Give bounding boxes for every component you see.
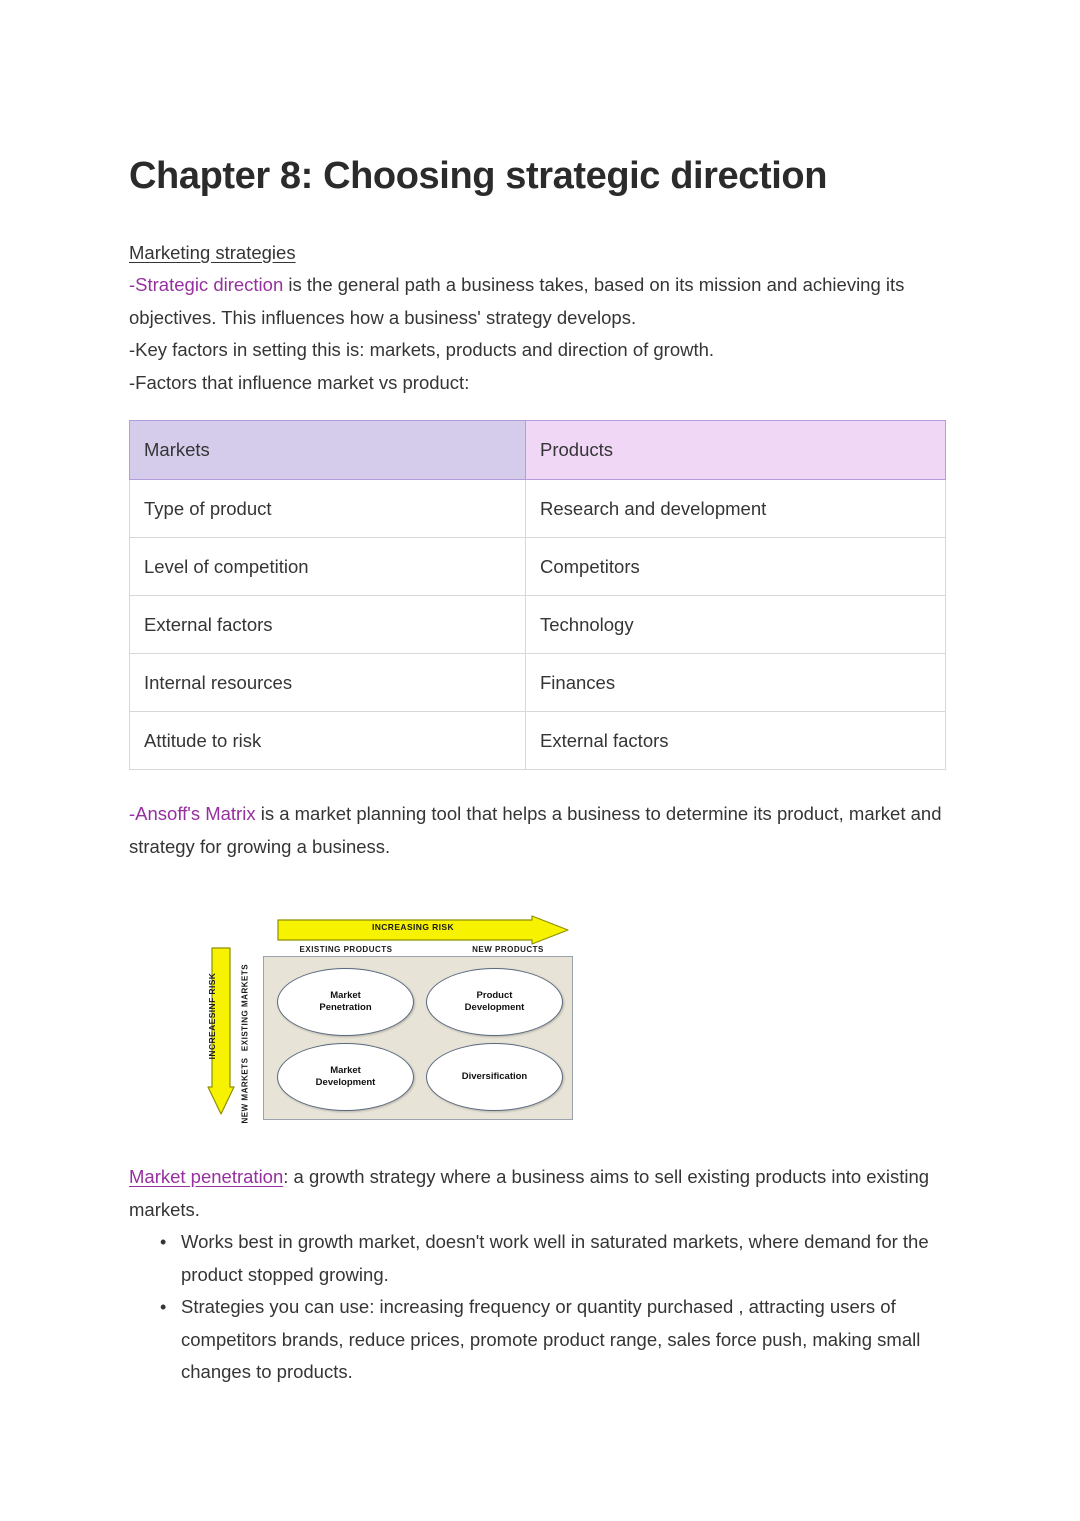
list-item: • Strategies you can use: increasing frequency or quantity purchased , attracting users of competitors brands, reduce prices, promote product range, sales force push, making small changes to products. <box>181 1291 945 1389</box>
table-cell-product: Technology <box>526 596 946 654</box>
table-row <box>130 712 946 770</box>
matrix-cell-product-development <box>426 968 563 1036</box>
market-penetration-bullet-list <box>129 1226 945 1389</box>
column-header-existing-products: EXISTING PRODUCTS <box>299 945 393 955</box>
increasing-risk-vertical-arrow-icon <box>207 947 235 1115</box>
markets-products-table <box>129 420 946 770</box>
matrix-cell-market-development <box>277 1043 414 1111</box>
row-header-new-markets: NEW MARKETS <box>240 1057 250 1124</box>
strategic-direction-dash: - <box>129 274 136 296</box>
table-cell-product: External factors <box>526 712 946 770</box>
table-row <box>130 596 946 654</box>
table-header-markets: Markets <box>130 421 526 480</box>
table-row <box>130 538 946 596</box>
increasing-risk-horizontal-arrow-icon <box>277 915 569 945</box>
ansoff-matrix-figure <box>195 903 595 1133</box>
ansoff-matrix-grid <box>263 956 573 1120</box>
table-cell-market: Level of competition <box>130 538 526 596</box>
document-content <box>129 155 945 1389</box>
strategic-direction-definition: is the general path a business takes, based on its mission and achieving its objectives. This influences how a business' strategy develops. <box>129 274 905 328</box>
matrix-cell-line1: Market <box>330 990 361 1002</box>
matrix-cell-line1: Product <box>476 990 513 1002</box>
table-cell-market: Type of product <box>130 480 526 538</box>
strategic-direction-term: Strategic direction <box>135 274 284 296</box>
column-header-new-products: NEW PRODUCTS <box>472 945 544 955</box>
ansoff-matrix-definition: is a market planning tool that helps a business to determine its product, market and strategy for growing a business. <box>129 803 942 857</box>
table-cell-market: Internal resources <box>130 654 526 712</box>
ansoff-matrix-term: Ansoff's Matrix <box>135 803 256 825</box>
table-cell-product: Research and development <box>526 480 946 538</box>
table-cell-market: External factors <box>130 596 526 654</box>
table-cell-product: Competitors <box>526 538 946 596</box>
table-header-products: Products <box>526 421 946 480</box>
matrix-cell-line2: Development <box>464 1002 525 1014</box>
marketing-strategies-heading-text: Marketing strategies <box>129 241 296 263</box>
page-title: Chapter 8: Choosing strategic direction <box>129 155 828 197</box>
row-header-existing-markets: EXISTING MARKETS <box>240 964 250 1052</box>
matrix-cell-line2: Penetration <box>319 1002 372 1014</box>
matrix-cell-line2: Development <box>315 1077 376 1089</box>
table-row <box>130 654 946 712</box>
list-item: • Works best in growth market, doesn't work well in saturated markets, where demand for the product stopped growing. <box>181 1226 945 1291</box>
table-cell-market: Attitude to risk <box>130 712 526 770</box>
table-row <box>130 480 946 538</box>
matrix-cell-line1: Diversification <box>461 1071 528 1083</box>
influence-factors-line: -Factors that influence market vs product: <box>129 371 470 393</box>
matrix-cell-line1: Market <box>330 1065 361 1077</box>
strategic-direction-paragraph <box>129 269 945 334</box>
table-header-row <box>130 421 946 480</box>
key-factors-line: -Key factors in setting this is: markets, products and direction of growth. <box>129 339 715 361</box>
increasing-risk-vertical-label: INCREAESINF RISK <box>207 972 217 1060</box>
matrix-cell-diversification <box>426 1043 563 1111</box>
increasing-risk-horizontal-label: INCREASING RISK <box>371 922 455 933</box>
market-penetration-definition: : a growth strategy where a business aims to sell existing products into existing markets. <box>129 1166 930 1220</box>
marketing-strategies-heading <box>129 237 945 270</box>
marketing-strategies-section <box>129 237 945 400</box>
market-penetration-term: Market penetration <box>129 1166 284 1188</box>
ansoff-matrix-paragraph <box>129 798 945 863</box>
ansoff-dash: - <box>129 803 136 825</box>
matrix-cell-market-penetration <box>277 968 414 1036</box>
market-penetration-paragraph <box>129 1161 945 1226</box>
table-cell-product: Finances <box>526 654 946 712</box>
